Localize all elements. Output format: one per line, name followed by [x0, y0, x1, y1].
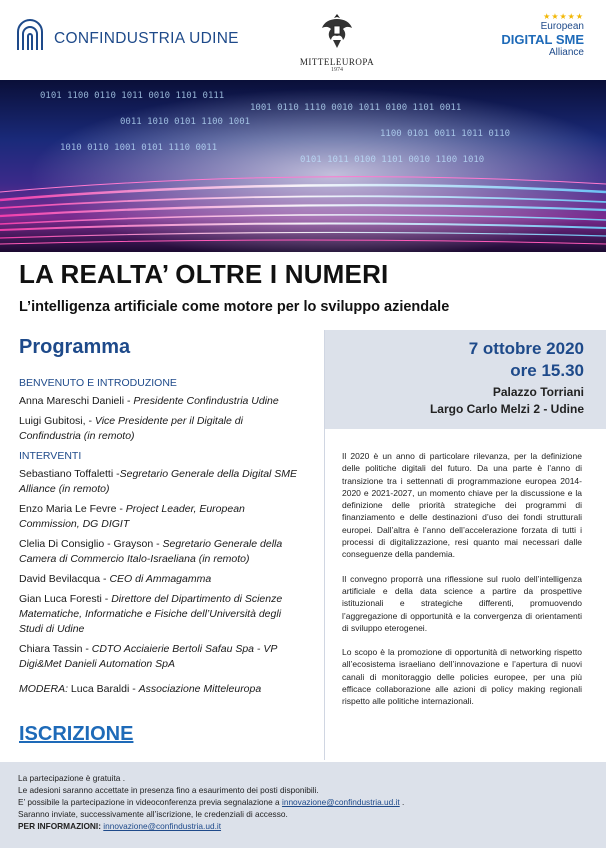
description-paragraph: Il convegno proporrà una riflessione sul ruolo dell’intelligenza artificiale e della data science a partire da prospettive istituzionali e strategiche differenti, promuovendo l’aggregazione di opportunità e la convergenza di orientamenti di sviluppo eterogenei.	[342, 573, 582, 633]
svg-text:0101 1100 0110 1011 0010 1101: 0101 1100 0110 1011 0010 1101 0111	[40, 91, 225, 101]
speaker-name: Luigi Gubitosi, -	[19, 415, 95, 427]
moderator-name: Luca Baraldi -	[68, 683, 139, 695]
email-link[interactable]: innovazione@confindustria.ud.it	[281, 797, 400, 807]
confindustria-emblem-icon	[12, 14, 48, 54]
data-streams-graphic	[0, 80, 606, 252]
speaker-name: David Bevilacqua -	[19, 573, 110, 585]
event-place: Palazzo Torriani	[492, 385, 584, 399]
speaker-role: Segretario Generale della Camera di Commercio Italo-Israeliana (in remoto)	[19, 538, 283, 565]
sme-line2: DIGITAL SME	[501, 32, 584, 47]
speaker-entry	[19, 467, 304, 497]
eagle-crest-icon	[320, 10, 354, 50]
header	[0, 0, 606, 80]
digital-sme-logo[interactable]	[501, 12, 584, 59]
page-title: LA REALTA’ OLTRE I NUMERI	[19, 259, 389, 289]
moderator-label: MODERA:	[19, 683, 69, 695]
moderator-line	[19, 682, 304, 697]
speaker-entry	[19, 572, 304, 587]
interventi-heading: INTERVENTI	[19, 450, 82, 462]
speaker-entry	[19, 394, 304, 409]
moderator-role: Associazione Mitteleuropa	[138, 683, 262, 695]
speaker-name: Gian Luca Foresti -	[19, 593, 112, 605]
description-paragraph: Lo scopo è la promozione di opportunità di networking rispetto all’ecosistema israeliano dell’innovazione e l’apertura di nuovi canali di monitoraggio delle policies europee, per una più efficace collaborazione alle azioni di policy making regionali rispetto alle politiche internazionali.	[342, 647, 582, 707]
footer-line: La partecipazione è gratuita .	[18, 773, 126, 783]
speaker-entry	[19, 414, 304, 444]
sme-line3: Alliance	[548, 47, 584, 58]
speaker-role: Vice Presidente per il Digitale di Confindustria (in remoto)	[19, 415, 243, 442]
event-description	[342, 450, 582, 720]
speaker-role: Direttore del Dipartimento di Scienze Matematiche, Informatiche e Fisiche dell’Università degli Studi di Udine	[19, 593, 283, 635]
info-email-link[interactable]: innovazione@confindustria.ud.it	[103, 821, 222, 831]
sme-line1: European	[540, 21, 584, 32]
mitteleuropa-name: MITTELEUROPA	[299, 57, 375, 67]
footer-line	[18, 796, 606, 808]
event-details-box	[325, 330, 606, 429]
speaker-entry	[19, 642, 304, 672]
speaker-name: Clelia Di Consiglio - Grayson -	[19, 538, 163, 550]
speaker-entry	[19, 537, 304, 567]
svg-text:1010 0110 1001 0101 1110 0011: 1010 0110 1001 0101 1110 0011	[60, 143, 218, 153]
speaker-role: CDTO Acciaierie Bertoli Safau Spa - VP Digi&Met Danieli Automation SpA	[19, 643, 277, 670]
footer-text: E’ possibile la partecipazione in videoconferenza previa segnalazione a	[18, 797, 282, 807]
speaker-entry	[19, 502, 304, 532]
registration-footer	[0, 762, 606, 848]
event-address: Largo Carlo Melzi 2 - Udine	[429, 402, 584, 416]
welcome-heading: BENVENUTO E INTRODUZIONE	[19, 377, 177, 389]
description-paragraph: Il 2020 è un anno di particolare rilevanza, per la definizione delle politiche digitali del futuro. Da una parte è l’anno di transizione tra i settennati di programmazione europea 2014-2020 e 2021-2027, un momento chiave per la discussione e la definizione delle priorità strategiche dei programmi di finanziamento e delle destinazioni d’uso dei fondi strutturali europei. Dall’altra è l’anno dell’accelerazione forzata di tutti i processi di digitalizzazione, resi quanto mai necessari dalle conseguenze della pandemia.	[342, 451, 582, 560]
page-subtitle: L’intelligenza artificiale come motore per lo sviluppo aziendale	[19, 299, 450, 315]
speaker-role: Project Leader, European Commission, DG DIGIT	[19, 503, 245, 530]
speaker-role: Presidente Confindustria Udine	[133, 395, 279, 407]
speaker-name: Anna Mareschi Danieli -	[19, 395, 134, 407]
speaker-role: Segretario Generale della Digital SME Alliance (in remoto)	[19, 468, 298, 495]
svg-text:1100 0101 0011 1011 0110: 1100 0101 0011 1011 0110	[380, 129, 511, 139]
svg-text:0101 1011 0100 1101 0010 1100: 0101 1011 0100 1101 0010 1100 1010	[300, 155, 485, 165]
svg-text:0011 1010 0101 1100 1001: 0011 1010 0101 1100 1001	[120, 117, 251, 127]
svg-text:1001 0110 1110 0010 1011 0100: 1001 0110 1110 0010 1011 0100 1101 0011	[250, 103, 462, 113]
info-label: PER INFORMAZIONI:	[18, 821, 104, 831]
event-date: 7 ottobre 2020	[468, 339, 584, 358]
hero-banner-image	[0, 80, 606, 252]
footer-line: Saranno inviate, successivamente all’iscrizione, le credenziali di accesso.	[18, 809, 288, 819]
eu-stars-icon: ★★★★★	[543, 12, 584, 21]
speaker-name: Chiara Tassin -	[19, 643, 92, 655]
confindustria-name: CONFINDUSTRIA UDINE	[54, 30, 239, 47]
footer-line	[18, 820, 606, 832]
confindustria-logo[interactable]	[12, 14, 239, 54]
speaker-name: Sebastiano Toffaletti -	[19, 468, 120, 480]
program-list	[19, 376, 304, 697]
speaker-name: Enzo Maria Le Fevre -	[19, 503, 126, 515]
footer-line: Le adesioni saranno accettate in presenza fino a esaurimento dei posti disponibili.	[18, 785, 319, 795]
speaker-entry	[19, 592, 304, 637]
program-heading: Programma	[19, 336, 131, 358]
speaker-role: CEO di Ammagamma	[109, 573, 212, 585]
mitteleuropa-year: 1974	[331, 67, 343, 73]
event-time: ore 15.30	[510, 361, 584, 380]
mitteleuropa-logo[interactable]	[292, 10, 382, 73]
footer-text: .	[399, 797, 405, 807]
iscrizione-link[interactable]: ISCRIZIONE	[19, 723, 134, 745]
